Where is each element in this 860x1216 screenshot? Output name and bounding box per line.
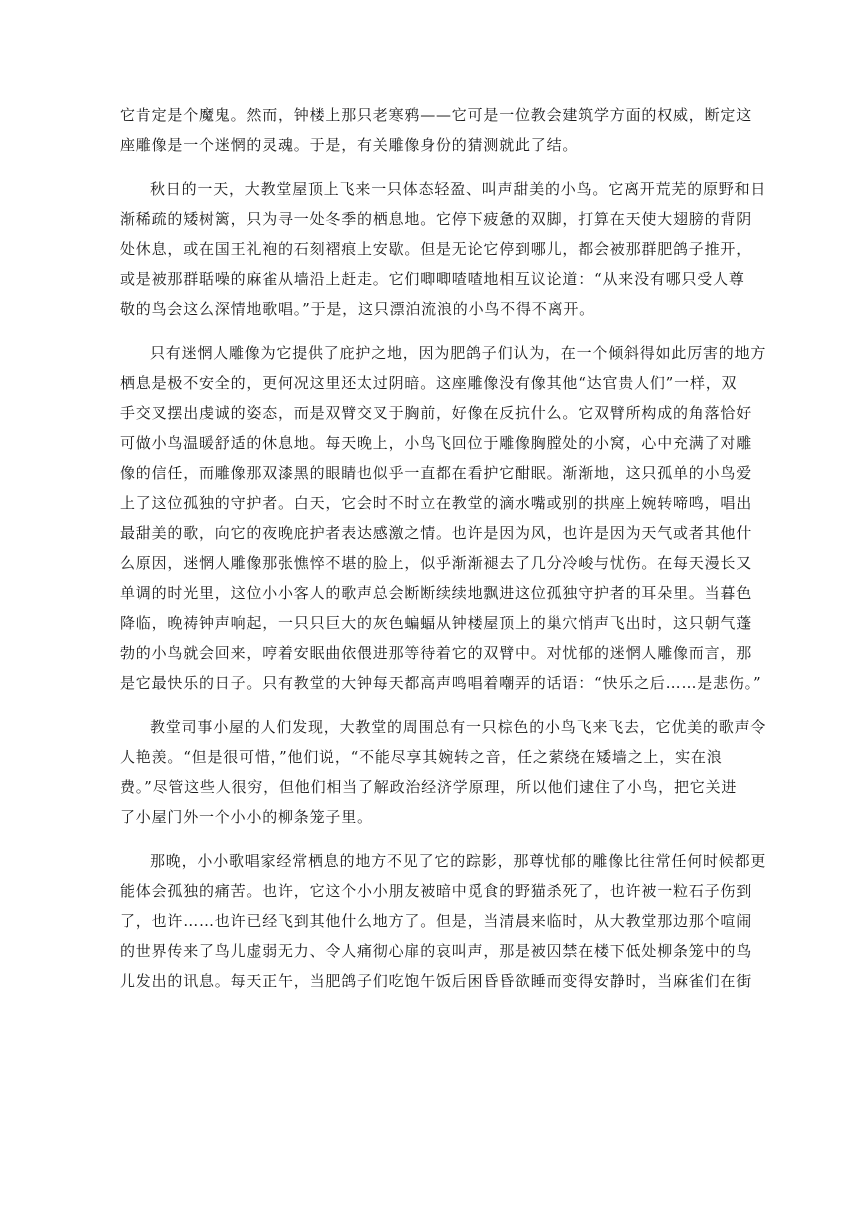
text-line: 的世界传来了鸟儿虚弱无力、令人痛彻心扉的哀叫声，那是被囚禁在楼下低处柳条笼中的鸟 <box>120 942 753 960</box>
text-line: 了小屋门外一个小小的柳条笼子里。 <box>120 808 373 826</box>
text-line: 栖息是极不安全的，更何况这里还太过阴暗。这座雕像没有像其他“达官贵人们”一样，双 <box>120 374 738 392</box>
text-line: 它肯定是个魔鬼。然而，钟楼上那只老寒鸦——它可是一位教会建筑学方面的权威，断定这 <box>120 106 753 124</box>
paragraph <box>120 100 753 160</box>
text-line: 只有迷惘人雕像为它提供了庇护之地，因为肥鸽子们认为，在一个倾斜得如此厉害的地方 <box>150 344 767 362</box>
text-line: 能体会孤独的痛苦。也许，它这个小小朋友被暗中觅食的野猫杀死了，也许被一粒石子伤到 <box>120 882 753 900</box>
text-line: 可做小鸟温暖舒适的休息地。每天晚上，小鸟飞回位于雕像胸膛处的小窝，心中充满了对雕 <box>120 434 753 452</box>
text-line: 最甜美的歌，向它的夜晚庇护者表达感激之情。也许是因为风，也许是因为天气或者其他什 <box>120 524 753 542</box>
text-line: 了，也许……也许已经飞到其他什么地方了。但是，当清晨来临时，从大教堂那边那个喧闹 <box>120 912 753 930</box>
text-line: 渐稀疏的矮树篱，只为寻一处冬季的栖息地。它停下疲惫的双脚，打算在天使大翅膀的背阴 <box>120 210 753 228</box>
text-line: 上了这位孤独的守护者。白天，它会时不时立在教堂的滴水嘴或别的拱座上婉转啼鸣，唱出 <box>120 494 753 512</box>
text-line: 人艳羡。“但是很可惜，”他们说，“不能尽享其婉转之音，任之萦绕在矮墙之上，实在浪 <box>120 748 723 766</box>
paragraph <box>120 712 767 832</box>
text-line: 勃的小鸟就会回来，哼着安眠曲依偎进那等待着它的双臂中。对忧郁的迷惘人雕像而言，那 <box>120 644 753 662</box>
paragraph <box>120 338 767 698</box>
text-line: 敬的鸟会这么深情地歌唱。”于是，这只漂泊流浪的小鸟不得不离开。 <box>120 300 595 318</box>
paragraph <box>120 846 767 996</box>
text-line: 手交叉摆出虔诚的姿态，而是双臂交叉于胸前，好像在反抗什么。它双臂所构成的角落恰好 <box>120 404 753 422</box>
text-line: 费。”尽管这些人很穷，但他们相当了解政治经济学原理，所以他们逮住了小鸟，把它关进 <box>120 778 738 796</box>
text-line: 是它最快乐的日子。只有教堂的大钟每天都高声鸣唱着嘲弄的话语：“快乐之后……是悲伤。” <box>120 674 762 692</box>
text-line: 那晚，小小歌唱家经常栖息的地方不见了它的踪影，那尊忧郁的雕像比往常任何时候都更 <box>150 852 767 870</box>
paragraph <box>120 174 767 324</box>
text-line: 儿发出的讯息。每天正午，当肥鸽子们吃饱午饭后困昏昏欲睡而变得安静时，当麻雀们在街 <box>120 972 753 990</box>
text-line: 处休息，或在国王礼袍的石刻褶痕上安歇。但是无论它停到哪儿，都会被那群肥鸽子推开， <box>120 240 753 258</box>
text-line: 教堂司事小屋的人们发现，大教堂的周围总有一只棕色的小鸟飞来飞去，它优美的歌声令 <box>150 718 767 736</box>
text-line: 或是被那群聒噪的麻雀从墙沿上赶走。它们唧唧喳喳地相互议论道：“从来没有哪只受人尊 <box>120 270 745 288</box>
text-line: 像的信任，而雕像那双漆黑的眼睛也似乎一直都在看护它酣眠。渐渐地，这只孤单的小鸟爱 <box>120 464 753 482</box>
text-line: 座雕像是一个迷惘的灵魂。于是，有关雕像身份的猜测就此了结。 <box>120 136 579 154</box>
text-line: 降临，晚祷钟声响起，一只只巨大的灰色蝙蝠从钟楼屋顶上的巢穴悄声飞出时，这只朝气蓬 <box>120 614 753 632</box>
text-line: 么原因，迷惘人雕像那张憔悴不堪的脸上，似乎渐渐褪去了几分冷峻与忧伤。在每天漫长又 <box>120 554 753 572</box>
text-line: 单调的时光里，这位小小客人的歌声总会断断续续地飘进这位孤独守护者的耳朵里。当暮色 <box>120 584 753 602</box>
text-line: 秋日的一天，大教堂屋顶上飞来一只体态轻盈、叫声甜美的小鸟。它离开荒芜的原野和日 <box>150 180 767 198</box>
